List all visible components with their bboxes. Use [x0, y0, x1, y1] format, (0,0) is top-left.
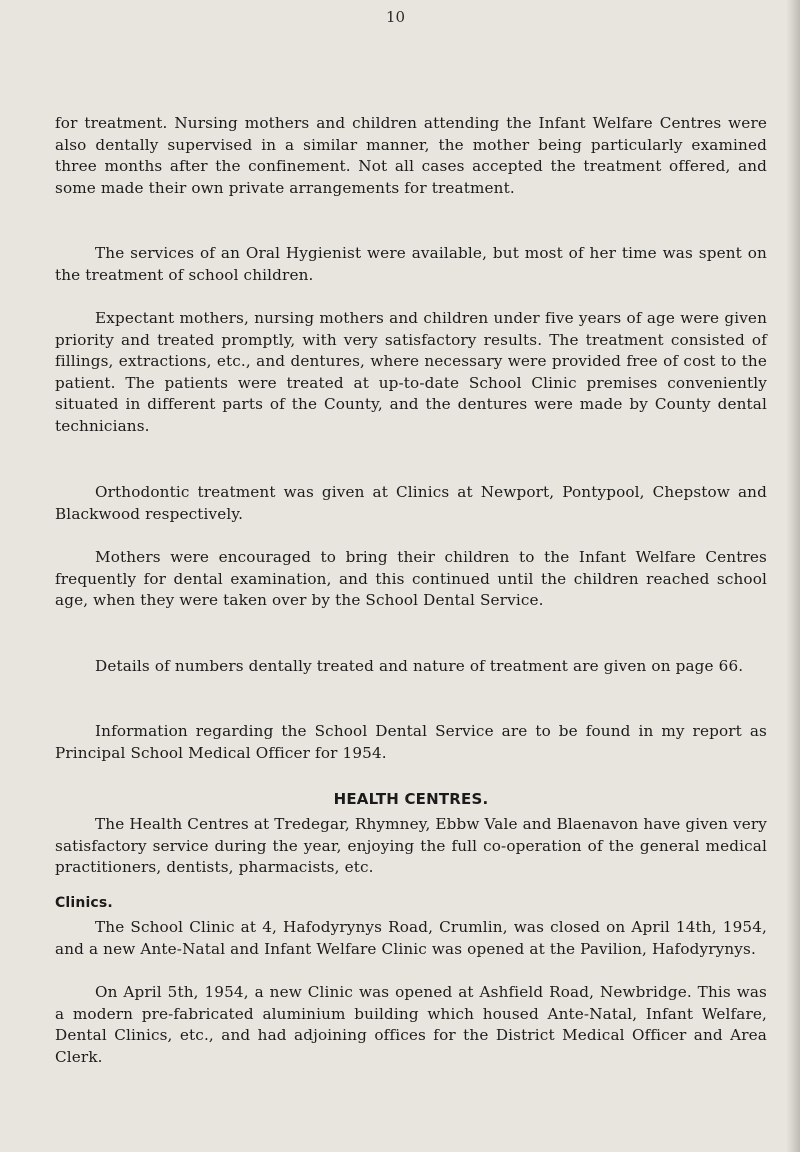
- paragraph-health-centres: [55, 814, 767, 879]
- paragraph-infant-welfare: [55, 547, 767, 612]
- paragraph-text: The Health Centres at Tredegar, Rhymney, Ebbw Vale and Blaenavon have given very satisfactory service during the year, enjoying the full co-operation of the general medical practitioners, dentists, pharmacists, etc.: [55, 815, 767, 877]
- paragraph-dental-supervision: [55, 113, 767, 199]
- paragraph-text: Information regarding the School Dental Service are to be found in my report as Principal School Medical Officer for 1954.: [55, 722, 767, 762]
- heading-health-centres: HEALTH CENTRES.: [333, 790, 489, 808]
- paragraph-text: On April 5th, 1954, a new Clinic was opened at Ashfield Road, Newbridge. This was a modern pre-fabricated aluminium building which housed Ante-Natal, Infant Welfare, Dental Clinics, etc., and had adjoining offices for the District Medical Officer and Area Clerk.: [55, 983, 767, 1066]
- paragraph-text: The School Clinic at 4, Hafodyrynys Road, Crumlin, was closed on April 14th, 1954, and a new Ante-Natal and Infant Welfare Clinic was opened at the Pavilion, Hafodyrynys.: [55, 918, 767, 958]
- paragraph-oral-hygienist: [55, 243, 767, 286]
- paragraph-text: for treatment. Nursing mothers and children attending the Infant Welfare Centres were also dentally supervised in a similar manner, the mother being particularly examined three months after the confinement. Not all cases accepted the treatment offered, and some made their own private arrangements for treatment.: [55, 114, 767, 197]
- paragraph-orthodontic: [55, 482, 767, 525]
- paragraph-expectant-mothers: [55, 308, 767, 438]
- heading-clinics: Clinics.: [55, 895, 113, 911]
- paragraph-school-clinic-closed: [55, 917, 767, 960]
- paragraph-text: Expectant mothers, nursing mothers and children under five years of age were given priority and treated promptly, with very satisfactory results. The treatment consisted of fillings, extractions, etc., and dentures, where necessary were provided free of cost to the patient. The patients were treated at up-to-date School Clinic premises conveniently situated in different parts of the County, and the dentures were made by County dental technicians.: [55, 309, 767, 435]
- page-edge-shadow: [786, 0, 800, 1152]
- paragraph-details: [55, 656, 767, 678]
- paragraph-text: Orthodontic treatment was given at Clinics at Newport, Pontypool, Chepstow and Blackwood respectively.: [55, 483, 767, 523]
- paragraph-school-dental-service: [55, 721, 767, 764]
- paragraph-newbridge-clinic: [55, 982, 767, 1068]
- paragraph-text: The services of an Oral Hygienist were available, but most of her time was spent on the treatment of school children.: [55, 244, 767, 284]
- paragraph-text: Details of numbers dentally treated and nature of treatment are given on page 66.: [95, 657, 744, 675]
- paragraph-text: Mothers were encouraged to bring their children to the Infant Welfare Centres frequently for dental examination, and this continued until the children reached school age, when they were taken over by the School Dental Service.: [55, 548, 767, 610]
- page-number: 10: [386, 8, 406, 26]
